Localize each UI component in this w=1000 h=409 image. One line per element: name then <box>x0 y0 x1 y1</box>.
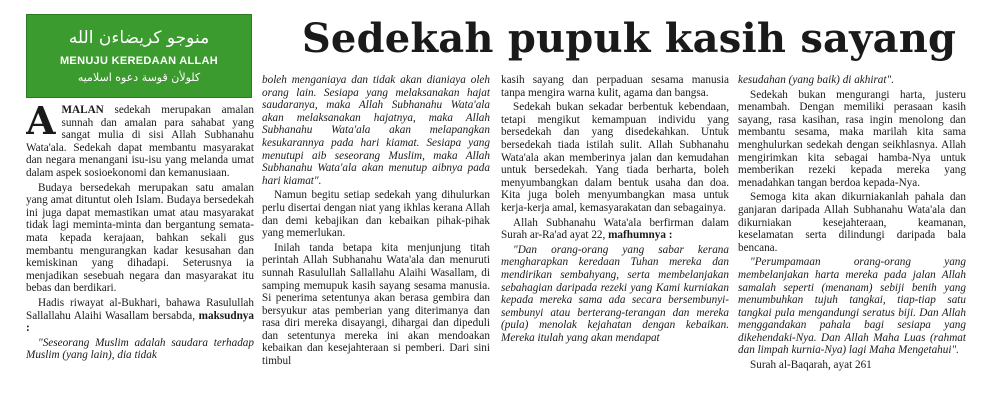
article-paragraph: Sedekah bukan mengurangi harta, justeru menambah. Dengan memiliki perasaan kasih sayang, rasa kasihan, rasa ingin menolong dan membantu sesama, maka marilah kita sama menghulurkan sedekah dengan seikhlasnya. Allah mengirimkan kita sebagai hamba-Nya untuk memberikan rezeki kepada mereka yang menadahkan tangan berdoa kepada-Nya. <box>738 88 966 189</box>
headline: Sedekah pupuk kasih sayang <box>301 15 957 62</box>
logo-arabic-title: منوجو كريضاءن الله <box>68 28 210 48</box>
logo-arabic-tagline: كلولأن قوسة دعوه اسلاميه <box>77 71 201 84</box>
quran-quote: "Perumpamaan orang-orang yang membelanjakan harta mereka pada jalan Allah samalah seperti (menanam) sebiji benih yang menumbuhkan tujuh tangkai, tiap-tiap satu tangkai pula mengandungi seratus biji. Dan Allah menggandakan pahala bagi sesiapa yang dikehendaki-Nya. Dan Allah Maha Luas (rahmat dan limpah kurnia-Nya) lagi Maha Mengetahui". <box>738 256 966 357</box>
translation-label: mafhumnya : <box>608 229 673 242</box>
article-column-1 <box>26 104 254 409</box>
drop-cap: A <box>26 104 56 143</box>
article-paragraph: Inilah tanda betapa kita menjunjung titah perintah Allah Subhanahu Wata'ala dan menuruti sunnah Rasulullah Sallallahu Alaihi Wasallam, di samping memupuk kasih sayang sesama manusia. Si penerima setentunya akan berasa gembira dan bersyukur atas pemberian yang diterimanya dan rasa diri mereka disayangi, dihargai dan dipeduli dan setentunya mereka ini akan mendoakan kebaikan dan kesejahteraan si pemberi. Dari sini timbul <box>262 241 490 368</box>
article-column-3 <box>501 74 729 409</box>
article-paragraph: kasih sayang dan perpaduan sesama manusia tanpa mengira warna kulit, agama dan bangsa. <box>501 74 729 99</box>
quran-quote: kesudahan (yang baik) di akhirat". <box>738 74 895 86</box>
quote-citation: Surah al-Baqarah, ayat 261 <box>750 359 872 372</box>
section-logo <box>26 14 252 98</box>
article-paragraph: Sedekah bukan sekadar berbentuk kebendaan, tetapi mengikut kemampuan individu yang bersedekah dan yang disedekahkan. Untuk bersedekah tiada istilah sulit. Allah Subhanahu Wata'ala akan memberinya jalan dan kemudahan untuk bersedekah. Yang tiada berharta, boleh menyumbangkan dalam bentuk usaha dan doa. Kita juga boleh menyumbangkan masa untuk kerja-kerja amal, kemasyarakatan dan sebagainya. <box>501 101 729 214</box>
article-paragraph: Hadis riwayat al-Bukhari, bahawa Rasulullah Sallallahu Alaihi Wasallam bersabda, maksudnya : <box>26 296 254 335</box>
logo-subtitle: MENUJU KEREDAAN ALLAH <box>59 55 219 67</box>
translation-label: maksudnya : <box>26 309 254 335</box>
article-paragraph: Namun begitu setiap sedekah yang dihulurkan perlu disertai dengan niat yang ikhlas kerana Allah dan demi kebajikan dan kebaikan pihak-pihak yang memerlukan. <box>262 189 490 240</box>
hadith-quote: "Seseorang Muslim adalah saudara terhadap Muslim (yang lain), dia tidak <box>26 336 254 362</box>
lead-word: MALAN <box>61 104 104 116</box>
article-paragraph: Budaya bersedekah merupakan satu amalan yang amat dituntut oleh Islam. Budaya bersedekah ini juga dapat memastikan umat atau masyarakat tidak lagi meminta-minta dan bergantung semata-mata kepada kerajaan, bahkan sekali gus membantu mengurangkan kadar kesusahan dan kemiskinan yang dihadapi. Seterusnya ia menjadikan sesebuah negara dan masyarakat itu bebas dan berdikari. <box>26 181 254 295</box>
quran-quote: "Dan orang-orang yang sabar kerana mengharapkan keredaan Tuhan mereka dan mendirikan sembahyang, serta membelanjakan sebahagian daripada rezeki yang Kami kurniakan kepada mereka sama ada secara bersembunyi-sembunyi atau berterang-terangan dan mereka (pula) menolak kejahatan dengan kebaikan. Mereka itulah yang akan mendapat <box>501 243 729 344</box>
article-paragraph: Allah Subhanahu Wata'ala berfirman dalam Surah ar-Ra'ad ayat 22, mafhumnya : <box>501 216 729 242</box>
article-column-4 <box>738 74 966 409</box>
article-paragraph: AMALAN sedekah merupakan amalan sunnah dan amalan para sahabat yang sangat mulia di sisi Allah Subhanahu Wata'ala. Sedekah dapat membantu masyarakat dan negara menangani isu-isu yang melanda umat dalam aspek sosioekonomi dan kemanusiaan. <box>26 104 254 179</box>
hadith-quote: boleh menganiaya dan tidak akan dianiaya oleh orang lain. Sesiapa yang melaksanakan hajat saudaranya, maka Allah Subhanahu Wata'ala akan melaksanakan hajatnya, maka Allah Subhanahu Wata'ala akan melapangkan kesukarannya pada hari kiamat. Sesiapa yang menutupi aib seseorang Muslim, maka Allah Subhanahu Wata'ala akan menutup aibnya pada hari kiamat". <box>262 74 490 187</box>
article-paragraph: Semoga kita akan dikurniakanlah pahala dan ganjaran daripada Allah Subhanahu Wata'ala dan dikurniakan kesejahteraan, keamanan, keselamatan serta dilindungi daripada bala bencana. <box>738 191 966 254</box>
article-column-2 <box>262 74 490 409</box>
